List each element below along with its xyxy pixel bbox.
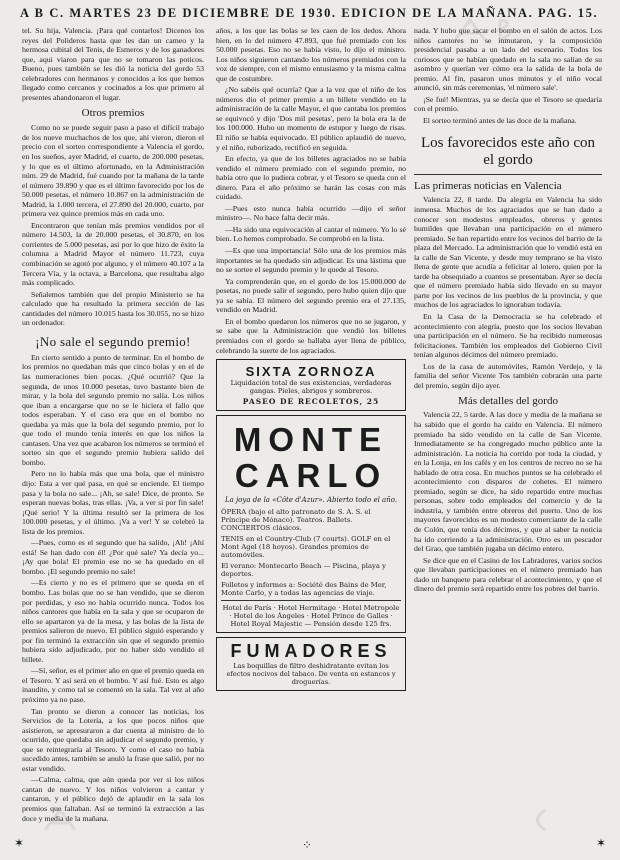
article-paragraph: En la Casa de la Democracia se ha celebrado el acontecimiento con alegría, puesto que los socios llevaban una participación en el número. Se ha recibido numerosas felicitaciones. También los empleados del Gobierno Civil tenían algunos décimos del número premiado. <box>414 312 602 360</box>
article-paragraph: nada. Y hubo que sacar el bombo en el salón de actos. Los niños cantores no se inmutaron, y la composición presidencial pasaba a un lado del escenario. Todos los curiosos que se habían quedado en la sala no salían de su asombro y querían ver cómo era la salida de la bola de premio. Al fin, pasaron unos minutos y el niño vocal anunció, sin más ceremonias, 'el número sale'. <box>414 26 602 93</box>
column-1 <box>22 26 204 836</box>
divider <box>414 174 602 175</box>
article-paragraph: Encontraron que tenían más premios vendidos por el número 14.503, la de 20.000 pesetas, el 30.870, en los corrientes de 5.000 pesetas, asi por lo que hizo de éxito la columna a Madrid Mayor el número 11.723, cuya combinación se agotó por alguno, y el número 40.107 a la Tercera Vía, y la octava, a Barcelona, que resultaba algo más complicado. <box>22 220 204 288</box>
ad-title: FUMADORES <box>230 641 392 662</box>
article-paragraph: Ya comprenderán que, en el gordo de los 15.000.000 de pesetas, no puede salir el segundo, pero hubo quien dijo que ya se sabía. El número del segundo premio era el 27.135, vendido en Madrid. <box>216 276 406 315</box>
article-paragraph: —Es cierto y no es el primero que se queda en el bombo. Las bolas que no se han vendido, que se dieron por perdidas, y eso no había ocurrido nunca. Todos los niños cantores que había en la sala y que se ocuparon de ello se apartaron ya de la mesa, y las bolas de la lista de premios salieron de nuevo. El público siguió esperando y por fin terminó la extracción sin que el segundo premio hubiera sido adjudicado, por no haber sido vendido el billete. <box>22 578 204 664</box>
ad-monte-carlo <box>216 415 406 633</box>
article-paragraph: En el bombo quedaron los números que no se jugaron, y se sabe que la Administración que vendió los billetes premiados con el gordo se hallaba ayer llena de público, celebrando la suerte de los agraciados. <box>216 316 406 355</box>
section-title-no-sale: ¡No sale el segundo premio! <box>35 333 191 349</box>
article-paragraph: —Calma, calma, que aún queda por ver si los niños cantan de nuevo. Y los niños volvieron a cantar y cantaron, y el público dejó de aplaudir en la sala los premios que faltaban. Así se terminó la extracción a las doce y media de la mañana. <box>22 775 204 823</box>
section-title-otros-premios: Otros premios <box>81 107 145 120</box>
footer-ornament-left: ✶ <box>14 836 25 850</box>
ad-sixta-zornoza <box>216 359 406 411</box>
ad-description: Liquidación total de sus existencias, verdaderas gangas. Pieles, abrigos y sombreros. <box>230 379 392 396</box>
ad-paragraph: El verano: Montecarlo Beach — Piscina, playa y deportes. <box>221 562 386 579</box>
article-paragraph: Pero no lo había más que una bola, que el ministro dijo: Esta a ver qué pasa, en qué se enciende. El tiempo pasa y la bola no sale... ¡Ah, se sale! Dice, de pronto. Se esperan nuevas bolas, tras ellas. ¡Va, a ver si por fin sale! ¡Qué serio! Y la última resultó ser la primera de los 100.000 pesetas, y el último. ¡Va a ver! Y se celebró la lista de los premios. <box>22 469 204 536</box>
subheading-valencia: Las primeras noticias en Valencia <box>414 180 562 193</box>
ad-hotels: Hotel de París · Hotel Hermitage · Hotel Metropole · Hotel de los Ángeles · Hotel Prince de Galles · Hotel Royal Majestic — Pensión desde 125 frs. <box>221 600 401 628</box>
article-paragraph: Se dice que en el Casino de los Labradores, varios socios que llevaban participaciones en el número premiado han dado un banquete para celebrar el acontecimiento, y que el dinero del premio será repartido entre los pobres del barrio. <box>414 555 602 594</box>
article-paragraph: Valencia 22, 8 tarde. Da alegría en Valencia ha sido inmensa. Muchos de los agraciados que se han dado a conocer son modestos empleados, obreros y gentes humildes que llevaban una participación en el número premiado. Se han repartido entre los vecinos del barrio de la plaza del Mercado. La administración que lo vendió está en la calle de San Vicente, y desde muy temprano se ha visto llena de gente que acudía a felicitar al lotero, quien por la tarde ha obsequiado a cuantos se presentaban. Ayer se decía que el número premiado había sido llevado en su mayor parte por los vecinos de los pueblos de la provincia, y que muchos de los agraciados lo ignoraban todavía. <box>414 195 602 310</box>
ad-address: PASEO DE RECOLETOS, 25 <box>242 397 380 407</box>
article-paragraph: Valencia 22, 5 tarde. A las doce y media de la mañana se ha sabido que el gordo ha caído en Valencia. El número premiado ha sido vendido en la calle de San Vicente. Inmediatamente se ha congregado mucho público ante la administración. La noticia ha corrido por toda la ciudad, y en la Lonja, en los cafés y en los centros de recreo no se ha hablado de otra cosa. En muchos puntos se ha celebrado el acontecimiento con disparos de cohetes. El número premiado, según se dice, ha sido repartido entre muchas personas, sobre todo empleados del comercio y de la industria, y también entre obreros del puerto. Uno de los mayores favorecidos es un modesto comerciante de la calle de Colón, que tenía dos décimos, y que al saber la noticia ha ido corriendo a la administración. Otro es un pescador del Grao, que también jugaba un décimo entero. <box>414 410 602 554</box>
article-paragraph: Los de la casa de automóviles, Ramón Verdejo, y la familia del señor Vicente Tos también cobrarán una parte del premio, según dijo ayer. <box>414 361 602 390</box>
ad-title: MONTE CARLO <box>233 421 389 495</box>
article-paragraph: —Sí, señor, es el primer año en que el premio queda en el Tesoro. Y así será en el bombo. Y así fué. Esto es algo inaudito, y como tal se comentó en la sala. Tal vez al año próximo ya no pase. <box>22 666 204 704</box>
article-paragraph: tel. Su hija, Valencia. ¡Para qué contarlos! Dicenos los reyes del Polideros hasta que les dan un cameo y la hermosa cubital del Tenis, de Esmeros y de los ganadores que, aqui viaron para que no se tomaron las poticos. Bueno, pues también se les dió la noticia del gordo 53 celebradores con hermanos y conocidos a los que hemos llegado como cercanos y cocinados a los que primero al presentes ahandonaron el lugar. <box>22 26 204 102</box>
article-paragraph: En efecto, ya que de los billetes agraciados no se había vendido el número premiado con el segundo premio, no había otro que lo pudiera cobrar, y el Tesoro se queda con el dinero. Para el año próximo se harán las cosas con más cuidado. <box>216 154 406 202</box>
article-paragraph: —Ha sido una equivocación al cantar el número. Yo lo sé bien. Lo hemos comprobado. Se comprobó en la lista. <box>216 224 406 244</box>
column-3 <box>414 26 602 836</box>
ad-fumadores <box>216 637 406 691</box>
ad-paragraph: TENIS en el Country-Club (7 courts). GOLF en el Mont Agel (18 hoyos). Grandes premios de automóviles. <box>221 535 391 560</box>
ad-description: Las boquillas de filtro deshidratante evitan los efectos nocivos del tabaco. De venta en estancos y droguerías. <box>226 662 396 687</box>
column-2 <box>216 26 406 836</box>
article-paragraph: Como no se puede seguir paso a paso el difícil trabajo de los nueve muchachos de los que, ahí vieron, dieron el precio con el sorteo correspondiente a Valencia el gordo, en los sueños, ayer Madrid, el cuarto, de 200.000 pesetas, y lo que es el último afortunado, en la Administración núm. 29 de Madrid, fué cuando por la mañana de la tarde el número 39.890 y que es el último favorecido por los de 50.000 pesetas, el número 10.867 en la administración de Madrid, la 1.000 tercera, el 27.890 del 20.000, cuarto, por primera vez quince premios más en cada uno. <box>22 123 204 219</box>
article-paragraph: Señalemos también que del propio Ministerio se ha calculado que ha resultado la primera sección de las cantidades del número 10.015 hasta los 30.055, no se hizo un ordenador. <box>22 289 204 328</box>
article-paragraph: —Pues esto nunca había ocurrido —dijo el señor ministro—. No hace falta decir más. <box>216 203 406 223</box>
ad-tagline: La joya de la «Côte d'Azur». Abierto todo el año. <box>224 496 398 505</box>
ad-paragraph: Folletos y informes a: Société des Bains de Mer, Monte Carlo, y a todas las agencias de viaje. <box>221 581 387 598</box>
article-paragraph: En cierto sentido a punto de terminar. En el bombo de los premios no quedaban más que cinco bolas y en el de las numeraciones bien pocas. ¿Qué ocurrió? Que la segunda, de unos 10.000 pesetas, tuvo bastante bien de mirar, y la bola del segundo premio no salía. Los niños que iban a encargarse que no se le hiciera el fallo que todos esperaban. Y el caso era que en el bombo no quedaba ya más que la bola del segundo premio, por lo que todo el mundo tenía interés en que los niños la cantasen. Una vez que acabaron los números se terminó el sorteo sin que el segundo premio hubiera salido del bombo. <box>22 352 204 467</box>
article-paragraph: Tan pronto se dieron a conocer las noticias, los Servicios de la Lotería, a los que pocos niños que asistieron, se apresuraron a dar cuenta al ministro de lo ocurrido, que quedaba sin adjudicar el segundo premio, y que se reintegraría al Tesoro. Y como el caso no había sucedido antes, también se anuló la frase que salió, por no estar vendido. <box>22 706 204 773</box>
article-paragraph: —Es que una importancia! Sólo una de los premios más importantes se ha quedado sin adjudicar. Es una lástima que no se sortee el segundo premio y le quede al Tesoro. <box>216 246 406 275</box>
article-paragraph: años, a los que las bolas se les caen de los dedos. Ahora bien, en lo del número 47.893, que fué premiado con los 50.000 pesetas. Eso no se había visto, lo dijo el ministro. Los niños siguieron cantando los números premiados con la voz de siempre, con el mismo entusiasmo y la misma calma que de costumbre. <box>216 26 406 83</box>
article-paragraph: ¿No sabéis qué ocurría? Que a la vez que el niño de los números dio el primer premio a un billete vendido en la administración de la calle Mayor, el que cantaba los premios se equivocó y dijo 'Dos mil pesetas', pero la bola era la de los 100.000. Hubo un momento de estupor y luego de risas. El niño se había equivocado. El público aplaudió de nuevo, y el niño, ruborizado, rectificó en seguida. <box>216 85 406 152</box>
footer-ornament-center: ⁘ <box>302 838 313 852</box>
headline-favorecidos: Los favorecidos este año con el gordo <box>420 135 596 169</box>
ad-paragraph: ÓPERA (bajo el alto patronato de S. A. S. el Príncipe de Mónaco). Teatros. Ballets. CONCIERTOS clásicos. <box>221 508 371 533</box>
footer-ornament-right: ✶ <box>596 836 607 850</box>
page-header: A B C. MARTES 23 DE DICIEMBRE DE 1930. EDICION DE LA MAÑANA. PAG. 15. <box>20 6 599 20</box>
ad-title: SIXTA ZORNOZA <box>245 364 377 380</box>
article-paragraph: —Pues, como es el segundo que ha salido, ¡Ah! ¡Ahí está! Se han dado con él! ¿Por qué sale? Ya decía yo... ¡Ay que bola! El premio ese no se ha quedado en el bombo. ¡El segundo premio no sale! <box>22 538 204 576</box>
article-paragraph: El sorteo terminó antes de las doce de la mañana. <box>423 115 577 125</box>
article-paragraph: ¡Se fué! Mientras, ya se decía que el Tesoro se quedaría con el premio. <box>414 94 602 114</box>
subheading-mas-detalles: Más detalles del gordo <box>458 395 558 408</box>
